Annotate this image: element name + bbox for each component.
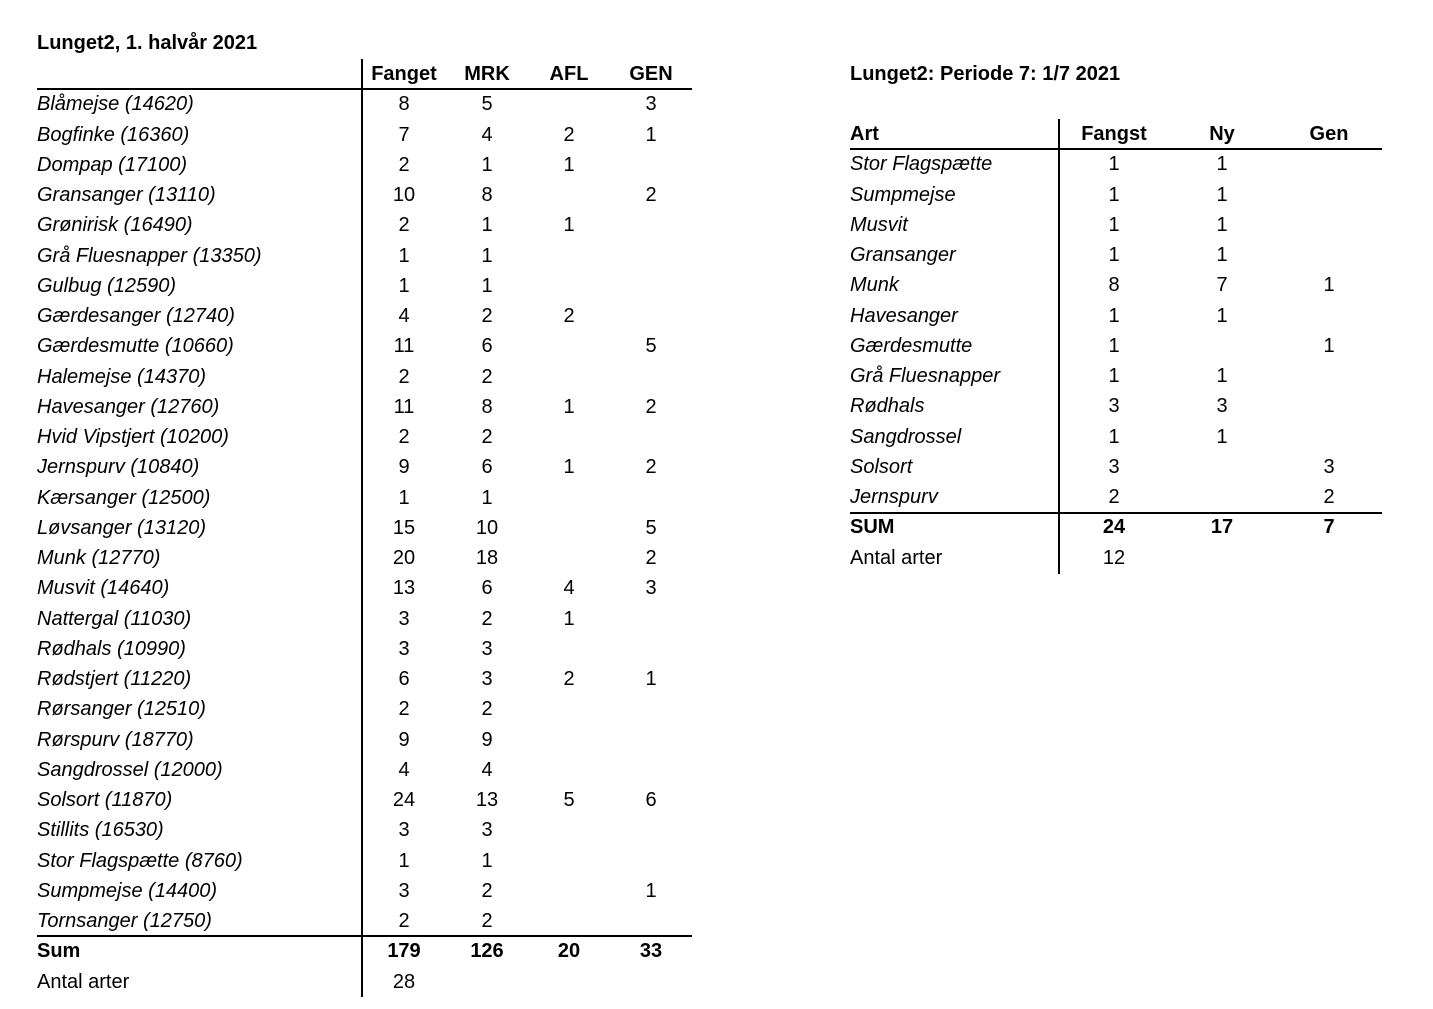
species-name: Sumpmejse [850, 183, 956, 206]
count-cell: 1 [1216, 153, 1228, 176]
count-cell [610, 846, 692, 876]
species-count-value: 12 [1102, 546, 1126, 569]
table-row [37, 241, 692, 271]
species-count-row [850, 543, 1382, 573]
count-cell: 1 [481, 849, 493, 872]
table-row [37, 331, 692, 361]
count-cell: 6 [481, 577, 493, 600]
table-row [850, 452, 1382, 482]
table-row [37, 483, 692, 513]
count-cell: 1 [398, 274, 410, 297]
column-header: MRK [464, 63, 510, 85]
species-name: Gransanger (13110) [37, 184, 216, 206]
count-cell [610, 241, 692, 271]
count-cell: 1 [1108, 183, 1120, 206]
table-row [37, 120, 692, 150]
count-cell [1168, 331, 1276, 361]
count-cell: 1 [1323, 334, 1335, 357]
left-table-title: Lunget2, 1. halvår 2021 [37, 32, 258, 54]
count-cell: 2 [481, 365, 493, 388]
table-row [37, 725, 692, 755]
count-cell: 1 [563, 456, 575, 479]
table-row [37, 604, 692, 634]
species-name: Halemejse (14370) [37, 365, 206, 388]
species-name: Rødhals [850, 395, 925, 418]
table-row [37, 876, 692, 906]
table-row [37, 785, 692, 815]
count-cell: 3 [398, 819, 410, 842]
count-cell: 1 [1216, 244, 1228, 266]
table-row [850, 361, 1382, 391]
right-table-sum-rule [850, 512, 1382, 514]
count-cell: 1 [563, 607, 575, 630]
count-cell: 13 [475, 789, 499, 811]
count-cell: 2 [645, 184, 657, 206]
count-cell: 1 [481, 153, 493, 176]
species-name: Havesanger [850, 304, 958, 327]
count-cell: 3 [645, 577, 657, 600]
count-cell: 1 [1216, 425, 1228, 448]
count-cell: 1 [1108, 334, 1120, 357]
count-cell [528, 422, 610, 452]
count-cell: 1 [1216, 365, 1228, 387]
count-cell: 1 [1108, 425, 1120, 448]
count-cell [610, 906, 692, 936]
count-cell [528, 271, 610, 301]
count-cell: 2 [1108, 486, 1120, 508]
sum-cell: 7 [1323, 516, 1335, 539]
count-cell [610, 755, 692, 785]
count-cell: 1 [398, 244, 410, 267]
count-cell: 1 [1216, 213, 1228, 236]
count-cell [610, 150, 692, 180]
count-cell: 11 [393, 395, 415, 418]
count-cell: 1 [563, 153, 575, 176]
count-cell: 1 [398, 849, 410, 872]
count-cell: 1 [481, 214, 493, 237]
count-cell [528, 876, 610, 906]
count-cell [528, 694, 610, 724]
count-cell [610, 815, 692, 845]
count-cell [528, 906, 610, 936]
count-cell: 4 [398, 305, 410, 327]
right-table-title: Lunget2: Periode 7: 1/7 2021 [850, 63, 1121, 85]
count-cell: 2 [563, 305, 575, 327]
count-cell: 2 [398, 426, 410, 448]
count-cell: 24 [392, 789, 416, 811]
count-cell [528, 846, 610, 876]
species-name: Solsort (11870) [37, 789, 173, 811]
count-cell: 1 [1108, 365, 1120, 387]
table-row [37, 664, 692, 694]
species-name: Stillits (16530) [37, 819, 164, 842]
species-name: Bogfinke (16360) [37, 123, 190, 146]
table-row [850, 180, 1382, 210]
count-cell: 4 [481, 123, 493, 146]
count-cell: 3 [481, 668, 493, 690]
count-cell: 3 [398, 637, 410, 660]
right-table-vertical-rule [1058, 119, 1060, 574]
count-cell: 2 [481, 910, 493, 932]
sum-row [850, 512, 1382, 542]
count-cell: 4 [481, 758, 493, 781]
count-cell: 1 [563, 395, 575, 418]
sum-row [37, 936, 692, 966]
species-name: Havesanger (12760) [37, 395, 220, 418]
species-name: Grå Fluesnapper (13350) [37, 244, 262, 267]
count-cell [610, 604, 692, 634]
table-header-row [37, 59, 692, 89]
count-cell: 1 [645, 668, 657, 690]
count-cell [528, 331, 610, 361]
half-year-table [37, 59, 692, 997]
count-cell: 5 [645, 335, 657, 358]
table-row [37, 906, 692, 936]
count-cell [610, 362, 692, 392]
count-cell: 15 [392, 516, 416, 539]
species-name: Jernspurv (10840) [37, 456, 200, 479]
species-name: Gærdesanger (12740) [37, 305, 235, 327]
count-cell: 2 [398, 910, 410, 932]
count-cell: 2 [645, 456, 657, 479]
table-row [850, 331, 1382, 361]
count-cell: 5 [645, 516, 657, 539]
count-cell: 2 [481, 607, 493, 630]
count-cell: 7 [398, 123, 410, 146]
count-cell: 3 [1108, 395, 1120, 418]
table-row [850, 149, 1382, 179]
count-cell: 6 [645, 789, 657, 811]
count-cell: 4 [398, 758, 410, 781]
table-row [37, 513, 692, 543]
species-name: Rørspurv (18770) [37, 728, 194, 751]
count-cell [610, 483, 692, 513]
species-count-row [37, 967, 692, 997]
left-table-vertical-rule [361, 59, 363, 997]
count-cell [528, 725, 610, 755]
table-row [37, 150, 692, 180]
count-cell [1276, 240, 1382, 270]
count-cell [610, 725, 692, 755]
count-cell: 3 [398, 879, 410, 902]
species-name: Nattergal (11030) [37, 607, 192, 630]
species-name: Kærsanger (12500) [37, 486, 211, 509]
count-cell: 18 [475, 547, 499, 569]
table-row [37, 392, 692, 422]
count-cell [528, 815, 610, 845]
count-cell: 2 [481, 305, 493, 327]
count-cell: 2 [398, 698, 410, 721]
table-row [37, 634, 692, 664]
count-cell [528, 241, 610, 271]
left-table-sum-rule [37, 935, 692, 937]
table-row [37, 846, 692, 876]
species-name: Solsort [850, 455, 913, 478]
count-cell: 1 [645, 879, 657, 902]
count-cell: 2 [1323, 486, 1335, 508]
species-name: Stor Flagspætte [850, 153, 993, 176]
species-name: Munk (12770) [37, 547, 161, 569]
count-cell: 6 [398, 668, 410, 690]
species-name: Sangdrossel (12000) [37, 758, 223, 781]
count-cell: 9 [481, 728, 493, 751]
count-cell: 1 [563, 214, 575, 237]
count-cell [610, 422, 692, 452]
count-cell: 11 [393, 335, 415, 358]
table-row [850, 422, 1382, 452]
count-cell: 3 [398, 607, 410, 630]
count-cell: 2 [645, 547, 657, 569]
species-name: Sangdrossel [850, 425, 962, 448]
table-row [850, 391, 1382, 421]
table-row [37, 694, 692, 724]
sum-cell: 20 [557, 940, 581, 963]
table-row [850, 270, 1382, 300]
count-cell [528, 362, 610, 392]
count-cell: 2 [481, 698, 493, 721]
count-cell: 2 [398, 153, 410, 176]
table-row [37, 543, 692, 573]
column-header: Fanget [371, 63, 437, 85]
count-cell: 1 [481, 486, 493, 509]
species-name: Stor Flagspætte (8760) [37, 849, 243, 872]
count-cell: 3 [1108, 455, 1120, 478]
sum-label: Sum [37, 940, 81, 963]
column-header: Gen [1309, 123, 1349, 145]
count-cell: 2 [398, 214, 410, 237]
count-cell [528, 543, 610, 573]
count-cell [610, 634, 692, 664]
table-row [37, 271, 692, 301]
table-row [37, 210, 692, 240]
species-name: Løvsanger (13120) [37, 516, 206, 539]
sum-cell: 17 [1210, 516, 1234, 539]
count-cell [528, 755, 610, 785]
count-cell [1276, 149, 1382, 179]
count-cell [1276, 422, 1382, 452]
column-header: Art [850, 123, 879, 145]
count-cell: 6 [481, 456, 493, 479]
count-cell: 2 [481, 879, 493, 902]
species-name: Sumpmejse (14400) [37, 879, 218, 902]
count-cell: 2 [563, 123, 575, 146]
species-count-value: 28 [392, 970, 416, 993]
period-table [850, 119, 1382, 573]
count-cell [1276, 361, 1382, 391]
species-name: Tornsanger (12750) [37, 910, 212, 932]
column-header: GEN [629, 63, 673, 85]
count-cell: 2 [563, 668, 575, 690]
sum-cell: 179 [387, 940, 421, 963]
count-cell: 3 [645, 93, 657, 116]
count-cell: 1 [398, 486, 410, 509]
table-row [37, 815, 692, 845]
sum-cell: 24 [1102, 516, 1126, 539]
table-row [37, 755, 692, 785]
count-cell [528, 180, 610, 210]
count-cell: 1 [481, 274, 493, 297]
count-cell: 6 [481, 335, 493, 358]
table-row [850, 301, 1382, 331]
right-table-header-rule [850, 148, 1382, 150]
count-cell: 1 [645, 123, 657, 146]
table-row [37, 89, 692, 119]
count-cell: 4 [563, 577, 575, 600]
count-cell: 1 [1108, 304, 1120, 327]
table-row [850, 240, 1382, 270]
count-cell [1276, 301, 1382, 331]
column-header: AFL [549, 63, 589, 85]
count-cell: 8 [398, 93, 410, 116]
species-name: Grå Fluesnapper [850, 365, 1001, 387]
count-cell [610, 271, 692, 301]
column-header: Ny [1209, 123, 1235, 145]
count-cell [528, 513, 610, 543]
species-name: Musvit [850, 213, 908, 236]
species-name: Hvid Vipstjert (10200) [37, 426, 229, 448]
count-cell: 13 [392, 577, 416, 600]
count-cell: 1 [481, 244, 493, 267]
species-name: Jernspurv [850, 486, 938, 508]
count-cell: 1 [1216, 304, 1228, 327]
species-name: Rødstjert (11220) [37, 668, 192, 690]
sum-label: SUM [850, 516, 895, 539]
count-cell: 2 [398, 365, 410, 388]
sum-cell: 126 [470, 940, 504, 963]
count-cell [1276, 180, 1382, 210]
species-name: Musvit (14640) [37, 577, 170, 600]
table-row [37, 422, 692, 452]
count-cell: 1 [1108, 153, 1120, 176]
species-name: Gransanger [850, 244, 956, 266]
count-cell: 8 [481, 395, 493, 418]
table-row [37, 301, 692, 331]
species-name: Gærdesmutte [850, 334, 973, 357]
table-row [850, 482, 1382, 512]
count-cell [528, 89, 610, 119]
species-name: Rødhals (10990) [37, 637, 186, 660]
table-header-row [850, 119, 1382, 149]
count-cell: 5 [481, 93, 493, 116]
table-row [850, 210, 1382, 240]
species-count-label: Antal arter [37, 970, 130, 993]
species-name: Munk [850, 274, 899, 297]
species-name: Dompap (17100) [37, 153, 188, 176]
left-table-header-rule [37, 88, 692, 90]
species-name: Rørsanger (12510) [37, 698, 206, 721]
count-cell: 1 [1108, 213, 1120, 236]
table-row [37, 452, 692, 482]
count-cell [1168, 452, 1276, 482]
count-cell [610, 301, 692, 331]
species-name: Grønirisk (16490) [37, 214, 193, 237]
sum-cell: 33 [639, 940, 663, 963]
count-cell: 7 [1216, 274, 1228, 297]
count-cell: 2 [481, 426, 493, 448]
count-cell [1276, 210, 1382, 240]
count-cell: 9 [398, 728, 410, 751]
count-cell: 1 [1323, 274, 1335, 297]
count-cell [528, 634, 610, 664]
count-cell [528, 483, 610, 513]
count-cell [1168, 482, 1276, 512]
count-cell: 9 [398, 456, 410, 479]
species-name: Gærdesmutte (10660) [37, 335, 234, 358]
species-name: Blåmejse (14620) [37, 93, 194, 116]
count-cell: 10 [475, 516, 499, 539]
species-count-label: Antal arter [850, 546, 943, 569]
count-cell: 3 [481, 637, 493, 660]
table-row [37, 573, 692, 603]
count-cell: 3 [481, 819, 493, 842]
column-header: Fangst [1081, 123, 1147, 145]
count-cell [1276, 391, 1382, 421]
species-name: Gulbug (12590) [37, 274, 176, 297]
count-cell: 20 [392, 547, 416, 569]
count-cell: 10 [392, 184, 416, 206]
count-cell [610, 694, 692, 724]
count-cell: 1 [1108, 244, 1120, 266]
count-cell: 1 [1216, 183, 1228, 206]
table-row [37, 180, 692, 210]
count-cell: 8 [1108, 274, 1120, 297]
count-cell: 3 [1323, 455, 1335, 478]
count-cell [610, 210, 692, 240]
table-row [37, 362, 692, 392]
count-cell: 3 [1216, 395, 1228, 418]
count-cell: 2 [645, 395, 657, 418]
count-cell: 8 [481, 184, 493, 206]
count-cell: 5 [563, 789, 575, 811]
